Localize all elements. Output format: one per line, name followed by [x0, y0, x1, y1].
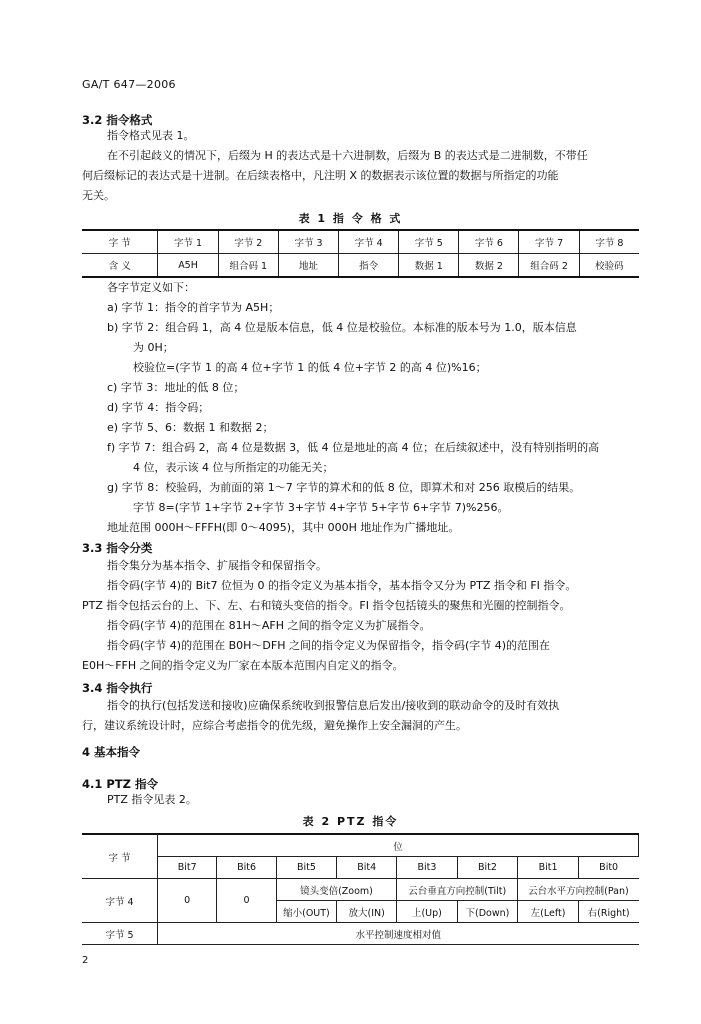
table-2-pan-right: 右(Right) — [578, 901, 638, 923]
def-item-b-line-1: b) 字节 2：组合码 1，高 4 位是版本信息，低 4 位是校验位。本标准的版本号为 1.0，版本信息 — [107, 321, 577, 334]
address-range: 地址范围 000H～FFFH(即 0～4095)，其中 000H 地址作为广播地址。 — [107, 521, 460, 534]
section-4-1-para: PTZ 指令见表 2。 — [107, 793, 197, 806]
table-1-header-cell: 字节 5 — [399, 230, 459, 254]
table-1-header-cell: 字节 8 — [579, 230, 639, 254]
def-item-d: d) 字节 4：指令码； — [107, 401, 210, 414]
table-1-header-cell: 字节 4 — [339, 230, 399, 254]
section-3-3-para-4-line-1: 指令码(字节 4)的范围在 B0H～DFH 之间的指令定义为保留指令，指令码(字节 4)的范围在 — [107, 639, 551, 652]
def-item-a: a) 字节 1：指令的首字节为 A5H； — [107, 301, 280, 314]
table-1-cell: 组合码 1 — [218, 254, 278, 278]
table-1-cell: 含 义 — [82, 254, 158, 278]
def-item-e: e) 字节 5、6：数据 1 和数据 2； — [107, 421, 274, 434]
table-2-bit6-value: 0 — [217, 879, 276, 923]
table-2-byte5-value: 水平控制速度相对值 — [158, 923, 639, 945]
page-number: 2 — [82, 955, 89, 966]
table-1-caption: 表 1 指 令 格 式 — [298, 212, 403, 225]
table-1-header-cell: 字节 2 — [218, 230, 278, 254]
table-2-bit-header: Bit7 — [158, 857, 217, 879]
table-2-pan-group: 云台水平方向控制(Pan) — [518, 879, 639, 901]
def-item-f-line-1: f) 字节 7：组合码 2，高 4 位是数据 3，低 4 位是地址的高 4 位；在后续叙述中，没有特别指明的高 — [107, 441, 600, 454]
table-2-bits-row — [82, 857, 639, 879]
table-1-header-cell: 字节 7 — [519, 230, 579, 254]
table-2 — [82, 833, 639, 945]
standard-number: GA/T 647—2006 — [82, 78, 176, 91]
section-3-3-para-4-line-2: E0H～FFH 之间的指令定义为厂家在本版本范围内自定义的指令。 — [82, 659, 404, 672]
table-2-pan-left: 左(Left) — [518, 901, 579, 923]
table-2-zoom-out: 缩小(OUT) — [276, 901, 336, 923]
section-3-4-para-line-2: 行，建议系统设计时，应综合考虑指令的优先级，避免操作上安全漏洞的产生。 — [82, 719, 467, 732]
section-3-3-para-3: 指令码(字节 4)的范围在 81H～AFH 之间的指令定义为扩展指令。 — [107, 619, 431, 632]
table-2-row-label: 字节 4 — [82, 879, 158, 923]
def-item-c: c) 字节 3：地址的低 8 位； — [107, 381, 245, 394]
table-2-caption: 表 2 PTZ 指令 — [302, 815, 399, 828]
table-2-bit-header: Bit3 — [397, 857, 457, 879]
table-1-cell: 校验码 — [579, 254, 639, 278]
table-1-header-cell: 字 节 — [82, 230, 158, 254]
section-4-1-heading: 4.1 PTZ 指令 — [82, 777, 158, 791]
table-2-bit-header: Bit5 — [276, 857, 336, 879]
def-item-b-checksum: 校验位=(字节 1 的高 4 位+字节 1 的低 4 位+字节 2 的高 4 位)%16； — [133, 361, 487, 374]
table-2-row-label: 字节 5 — [82, 923, 158, 945]
table-1-cell: A5H — [158, 254, 218, 278]
table-2-col-label: 字 节 — [82, 834, 158, 879]
table-2-zoom-in: 放大(IN) — [337, 901, 397, 923]
section-3-3-para-1: 指令集分为基本指令、扩展指令和保留指令。 — [107, 559, 327, 572]
section-3-2-para-2-line-3: 无关。 — [82, 189, 115, 202]
table-2-bit-header: Bit6 — [217, 857, 276, 879]
table-1-cell: 数据 1 — [399, 254, 459, 278]
section-3-3-para-2-line-1: 指令码(字节 4)的 Bit7 位恒为 0 的指令定义为基本指令，基本指令又分为 PTZ 指令和 FI 指令。 — [107, 579, 577, 592]
table-2-bit-header: Bit4 — [337, 857, 397, 879]
table-1-cell: 组合码 2 — [519, 254, 579, 278]
table-1-header-cell: 字节 6 — [459, 230, 519, 254]
table-2-tilt-up: 上(Up) — [397, 901, 457, 923]
table-2-bit-group: 位 — [158, 834, 639, 857]
table-2-bit-header: Bit2 — [457, 857, 518, 879]
table-2-tilt-group: 云台垂直方向控制(Tilt) — [397, 879, 518, 901]
def-item-f-line-2: 4 位，表示该 4 位与所指定的功能无关； — [133, 461, 334, 474]
table-1-cell: 数据 2 — [459, 254, 519, 278]
table-2-tilt-down: 下(Down) — [457, 901, 518, 923]
table-2-header-row — [82, 834, 639, 857]
table-2-zoom-group: 镜头变倍(Zoom) — [276, 879, 397, 901]
section-3-2-para-2-line-2: 何后缀标记的表达式是十进制。在后续表格中，凡注明 X 的数据表示该位置的数据与所指定的功能 — [82, 169, 559, 182]
table-2-bit-header: Bit1 — [518, 857, 579, 879]
table-2-row-byte4-top — [82, 879, 639, 901]
table-1-header-cell: 字节 1 — [158, 230, 218, 254]
section-4-heading: 4 基本指令 — [82, 745, 141, 759]
section-3-3-heading: 3.3 指令分类 — [82, 541, 153, 555]
table-1-cell: 指令 — [339, 254, 399, 278]
defs-intro: 各字节定义如下： — [107, 281, 195, 294]
def-item-g-line-1: g) 字节 8：校验码，为前面的第 1～7 字节的算术和的低 8 位，即算术和对 256 取模后的结果。 — [107, 481, 581, 494]
table-2-bit7-value: 0 — [158, 879, 217, 923]
section-3-2-para-2-line-1: 在不引起歧义的情况下，后缀为 H 的表达式是十六进制数，后缀为 B 的表达式是二进制数，不带任 — [107, 149, 588, 162]
table-1 — [82, 229, 639, 278]
table-1-cell: 地址 — [278, 254, 338, 278]
section-3-3-para-2-line-2: PTZ 指令包括云台的上、下、左、右和镜头变倍的指令。FI 指令包括镜头的聚焦和光圈的控制指令。 — [82, 599, 571, 612]
table-1-header-cell: 字节 3 — [278, 230, 338, 254]
section-3-4-para-line-1: 指令的执行(包括发送和接收)应确保系统收到报警信息后发出/接收到的联动命令的及时有效执 — [107, 699, 560, 712]
table-2-row-byte5 — [82, 923, 639, 945]
section-3-2-para-1: 指令格式见表 1。 — [107, 129, 195, 142]
section-3-4-heading: 3.4 指令执行 — [82, 681, 153, 695]
table-2-bit-header: Bit0 — [578, 857, 638, 879]
def-item-b-line-2: 为 0H； — [133, 341, 174, 354]
section-3-2-heading: 3.2 指令格式 — [82, 113, 153, 127]
def-item-g-formula: 字节 8=(字节 1+字节 2+字节 3+字节 4+字节 5+字节 6+字节 7)%256。 — [133, 501, 509, 514]
table-1-row — [82, 254, 639, 278]
table-1-header-row — [82, 230, 639, 254]
